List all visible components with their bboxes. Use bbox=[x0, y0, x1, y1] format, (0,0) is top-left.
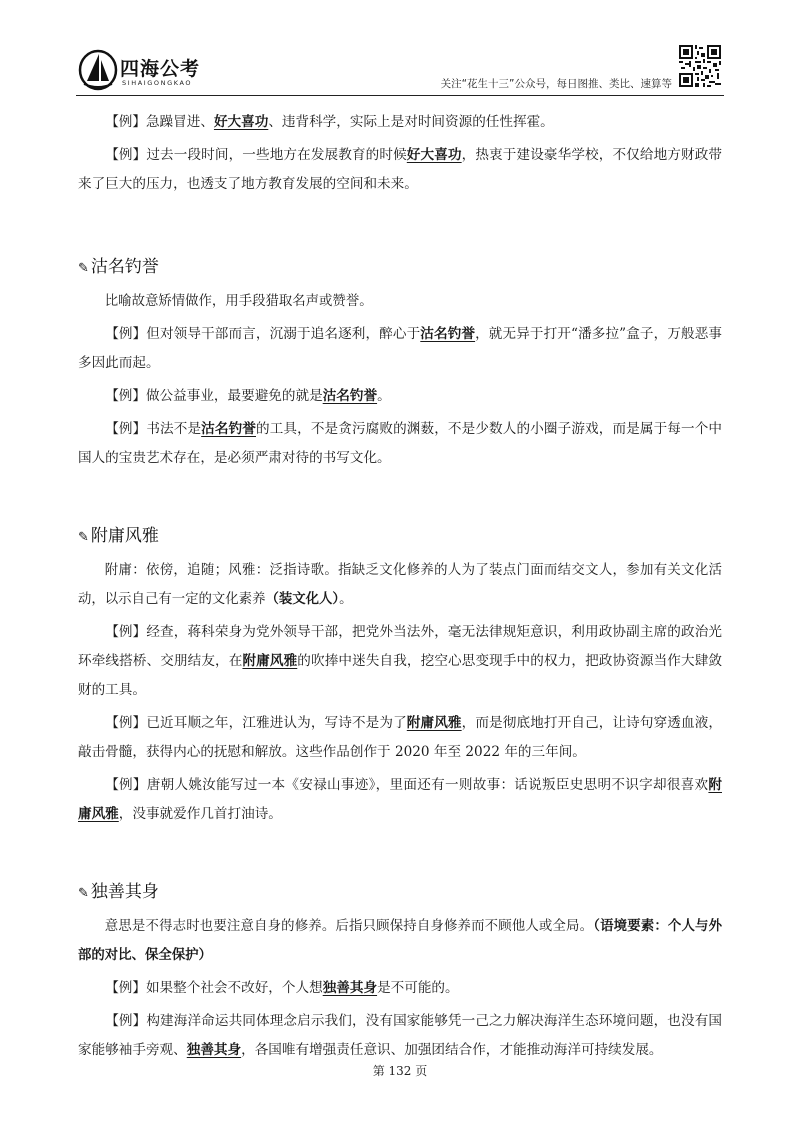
example-paragraph: 【例】已近耳顺之年，江雅进认为，写诗不是为了附庸风雅，而是彻底地打开自己，让诗句穿透血液，敲击骨髓，获得内心的抚慰和解放。这些作品创作于 2020 年至 2022 年的三年间。 bbox=[78, 715, 723, 760]
example-paragraph: 【例】书法不是沽名钓誉的工具，不是贪污腐败的渊薮，不是少数人的小圈子游戏，而是属于每一个中国人的宝贵艺术存在，是必须严肃对待的书写文化。 bbox=[78, 421, 723, 466]
term-heading: ✎ 沽名钓誉 bbox=[78, 257, 159, 277]
brand-name: 四海公考 bbox=[120, 58, 201, 80]
highlighted-term: 独善其身 bbox=[186, 1042, 242, 1058]
term-definition: 附庸：依傍，追随；风雅：泛指诗歌。指缺乏文化修养的人为了装点门面而结交文人，参加有关文化活动，以示自己有一定的文化素养（装文化人）。 bbox=[78, 563, 722, 607]
example-paragraph: 【例】做公益事业，最要避免的就是沽名钓誉。 bbox=[105, 388, 391, 404]
example-paragraph: 【例】构建海洋命运共同体理念启示我们，没有国家能够凭一己之力解决海洋生态环境问题，也没有国家能够袖手旁观、独善其身，各国唯有增强责任意识、加强团结合作，才能推动海洋可持续发展。 bbox=[78, 1013, 722, 1058]
pencil-icon: ✎ bbox=[78, 261, 89, 276]
example-paragraph: 【例】急躁冒进、好大喜功、违背科学，实际上是对时间资源的任性挥霍。 bbox=[105, 114, 554, 130]
qr-code-icon bbox=[679, 45, 721, 87]
brand-logo bbox=[78, 48, 218, 92]
example-paragraph: 【例】但对领导干部而言，沉溺于追名逐利，醉心于沽名钓誉，就无异于打开“潘多拉”盒子，万般恶事多因此而起。 bbox=[78, 326, 723, 371]
highlighted-term: 沽名钓誉 bbox=[201, 421, 256, 437]
example-paragraph: 【例】唐朝人姚汝能写过一本《安禄山事迹》，里面还有一则故事：话说叛臣史思明不识字却很喜欢附庸风雅，没事就爱作几首打油诗。 bbox=[78, 777, 722, 822]
highlighted-term: 沽名钓誉 bbox=[322, 388, 378, 404]
example-paragraph: 【例】经查，蒋科荣身为党外领导干部，把党外当法外，毫无法律规矩意识，利用政协副主席的政治光环牵线搭桥、交朋结友，在附庸风雅的吹捧中迷失自我，挖空心思变现手中的权力，把政协资源当作大肆敛财的工具。 bbox=[78, 624, 723, 698]
term-definition: 意思是不得志时也要注意自身的修养。后指只顾保持自身修养而不顾他人或全局。（语境要素：个人与外部的对比、保全保护） bbox=[78, 919, 722, 963]
highlighted-term: 沽名钓誉 bbox=[420, 326, 476, 342]
header-divider bbox=[76, 95, 724, 96]
header-slogan: 关注“花生十三”公众号，每日图推、类比、速算等 bbox=[440, 78, 672, 90]
page-number: 第 132 页 bbox=[372, 1064, 428, 1078]
sailboat-logo-icon bbox=[78, 48, 118, 92]
term-heading: ✎ 附庸风雅 bbox=[78, 526, 159, 546]
highlighted-term: 附庸风雅 bbox=[242, 653, 298, 669]
term-heading: ✎ 独善其身 bbox=[78, 882, 159, 902]
highlighted-term: 附庸风雅 bbox=[406, 715, 462, 731]
highlighted-term: 附庸风雅 bbox=[78, 777, 722, 822]
brand-name-latin: SIHAIGONGKAO bbox=[122, 79, 193, 87]
term-definition: 比喻故意矫情做作，用手段猎取名声或赞誉。 bbox=[104, 294, 373, 309]
example-paragraph: 【例】如果整个社会不改好，个人想独善其身是不可能的。 bbox=[105, 980, 459, 996]
example-paragraph: 【例】过去一段时间，一些地方在发展教育的时候好大喜功，热衷于建设豪华学校，不仅给地方财政带来了巨大的压力，也透支了地方教育发展的空间和未来。 bbox=[78, 147, 723, 192]
page-header bbox=[0, 0, 800, 100]
highlighted-term: 好大喜功 bbox=[213, 114, 269, 130]
pencil-icon: ✎ bbox=[78, 886, 89, 901]
pencil-icon: ✎ bbox=[78, 530, 89, 545]
page-content bbox=[78, 108, 722, 1065]
highlighted-term: 独善其身 bbox=[322, 980, 378, 996]
highlighted-term: 好大喜功 bbox=[406, 147, 462, 163]
